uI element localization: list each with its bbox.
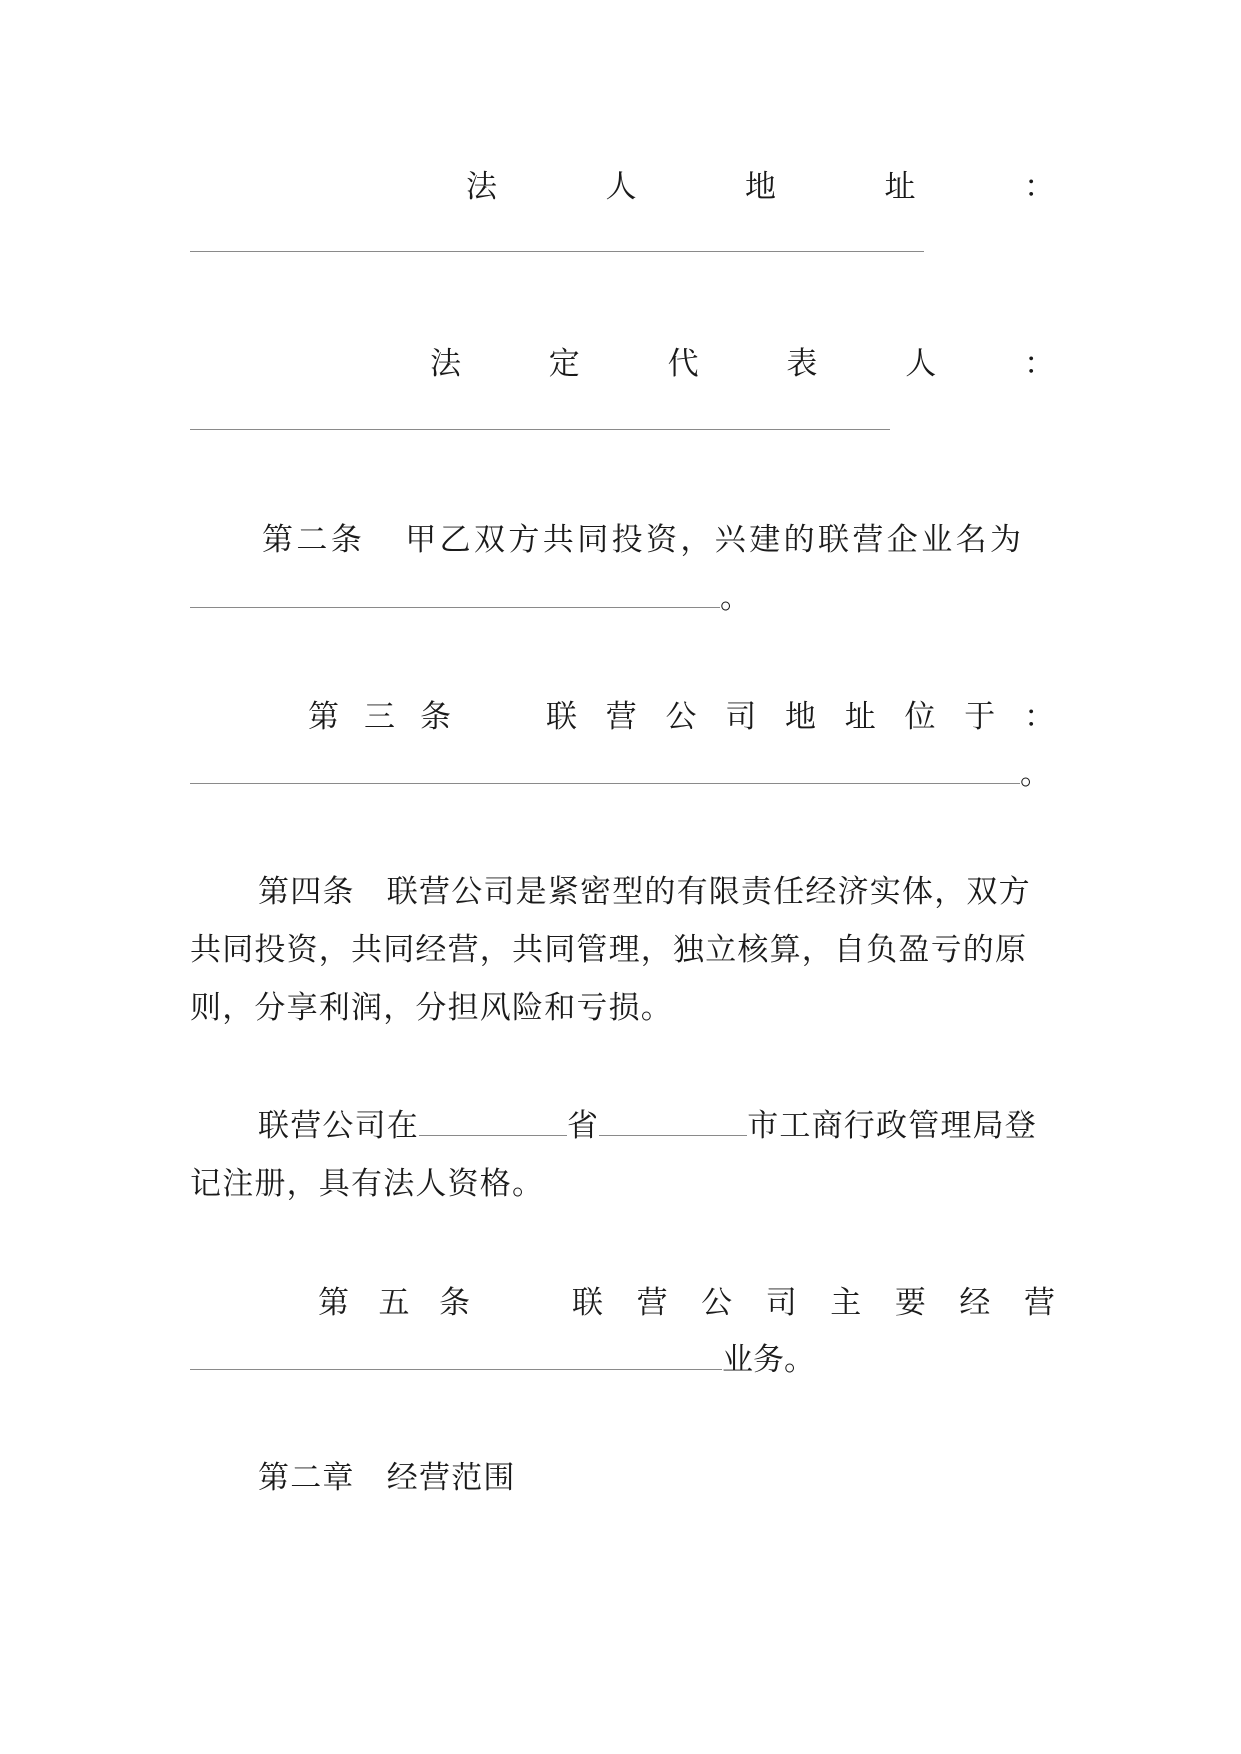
char: ： bbox=[1023, 346, 1055, 382]
fill-in-rule bbox=[190, 225, 924, 252]
registration-part2: 省 bbox=[567, 1108, 600, 1144]
article-2-line1 bbox=[262, 520, 1055, 560]
char: 营 bbox=[1023, 1285, 1055, 1321]
char: 地 bbox=[785, 699, 816, 735]
article-4-line3: 则，分享利润，分担风险和亏损。 bbox=[190, 990, 673, 1026]
char: 表 bbox=[786, 346, 818, 382]
article-5-label bbox=[318, 1283, 470, 1323]
article-2-label: 第二条 bbox=[262, 522, 366, 558]
char: 三 bbox=[364, 699, 395, 735]
article-3-line2 bbox=[190, 754, 1055, 794]
char: 联 bbox=[572, 1285, 603, 1321]
fill-in-rule bbox=[190, 757, 1020, 784]
legal-address-label bbox=[466, 167, 1055, 207]
char: ： bbox=[1024, 699, 1055, 735]
char: 主 bbox=[830, 1285, 862, 1321]
article-4-line1: 第四条 联营公司是紧密型的有限责任经济实体，双方 bbox=[258, 874, 1031, 910]
char: 人 bbox=[605, 169, 637, 205]
char: 条 bbox=[439, 1285, 470, 1321]
legal-address-blank-line bbox=[190, 222, 1055, 262]
article-2-text: 甲乙双方共同投资，兴建的联营企业名为 bbox=[405, 522, 1025, 558]
char: ： bbox=[1024, 169, 1055, 205]
article-2-line2 bbox=[190, 578, 1055, 618]
article-3-end: 。 bbox=[1020, 756, 1051, 792]
fill-in-rule bbox=[190, 403, 890, 430]
char: 地 bbox=[745, 169, 776, 205]
char: 司 bbox=[725, 699, 757, 735]
char: 法 bbox=[466, 169, 497, 205]
registration-part1: 联营公司在 bbox=[258, 1108, 419, 1144]
char: 第 bbox=[308, 699, 339, 735]
char: 人 bbox=[905, 346, 937, 382]
char: 位 bbox=[904, 699, 936, 735]
char: 于 bbox=[964, 699, 996, 735]
char: 联 bbox=[546, 699, 577, 735]
legal-rep-blank-line bbox=[190, 400, 1055, 440]
chapter-2-heading: 第二章 经营范围 bbox=[258, 1460, 516, 1496]
legal-rep-label bbox=[430, 344, 1055, 384]
article-3-text bbox=[546, 697, 1055, 737]
article-3-label bbox=[308, 697, 451, 737]
char: 司 bbox=[765, 1285, 797, 1321]
article-4-line2: 共同投资，共同经营，共同管理，独立核算，自负盈亏的原 bbox=[190, 932, 1028, 968]
char: 要 bbox=[894, 1285, 926, 1321]
article-5-text bbox=[572, 1283, 1055, 1323]
char: 代 bbox=[667, 346, 699, 382]
char: 公 bbox=[665, 699, 697, 735]
char: 营 bbox=[605, 699, 637, 735]
registration-line1 bbox=[258, 1106, 1055, 1146]
char: 定 bbox=[548, 346, 580, 382]
char: 公 bbox=[701, 1285, 733, 1321]
province-blank bbox=[419, 1109, 567, 1136]
registration-line2: 记注册，具有法人资格。 bbox=[190, 1166, 545, 1202]
char: 五 bbox=[378, 1285, 410, 1321]
char: 营 bbox=[636, 1285, 668, 1321]
fill-in-rule bbox=[190, 1343, 722, 1370]
fill-in-rule bbox=[190, 581, 720, 608]
char: 经 bbox=[959, 1285, 991, 1321]
article-5-line2 bbox=[190, 1340, 1055, 1380]
article-5-end: 业务。 bbox=[722, 1342, 815, 1378]
char: 条 bbox=[420, 699, 451, 735]
char: 址 bbox=[844, 699, 876, 735]
char: 址 bbox=[884, 169, 916, 205]
char: 第 bbox=[318, 1285, 349, 1321]
article-2-end: 。 bbox=[720, 580, 751, 616]
char: 法 bbox=[430, 346, 461, 382]
registration-part3: 市工商行政管理局登 bbox=[747, 1108, 1038, 1144]
city-blank bbox=[599, 1109, 747, 1136]
